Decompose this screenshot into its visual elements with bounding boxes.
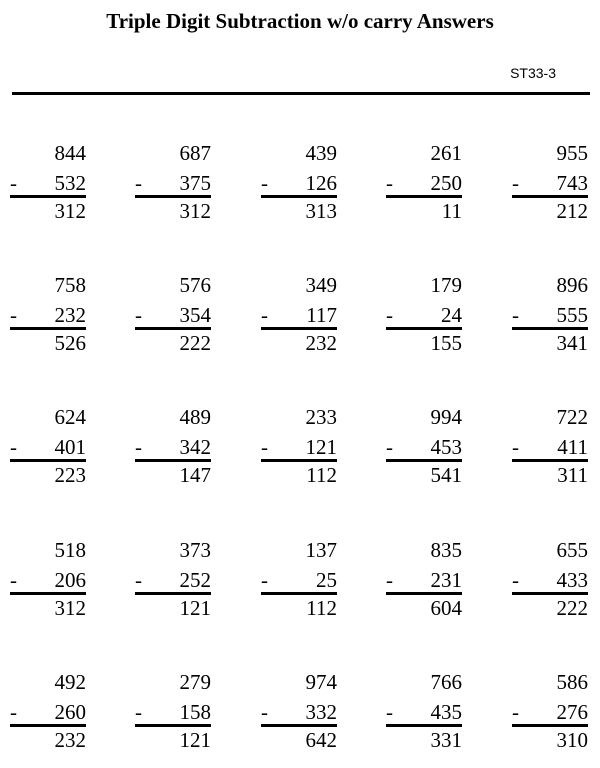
subtraction-problem: [261, 142, 337, 222]
subtraction-problem: [10, 539, 86, 619]
minuend: 373: [179, 538, 211, 562]
answer-rule: [261, 592, 337, 595]
subtraction-problem: [386, 539, 462, 619]
subtrahend: 332: [305, 700, 337, 724]
answer: 222: [179, 331, 211, 355]
minus-sign: -: [386, 435, 393, 459]
subtrahend: 252: [179, 568, 211, 592]
answer-rule: [386, 459, 462, 462]
answer: 222: [556, 596, 588, 620]
subtraction-problem: [10, 142, 86, 222]
minuend: 687: [179, 141, 211, 165]
answer: 121: [179, 728, 211, 752]
answer-rule: [386, 327, 462, 330]
answer-rule: [135, 459, 211, 462]
answer: 642: [305, 728, 337, 752]
answer-rule: [386, 592, 462, 595]
minuend: 576: [179, 273, 211, 297]
minus-sign: -: [261, 303, 268, 327]
minus-sign: -: [512, 303, 519, 327]
subtrahend: 433: [556, 568, 588, 592]
subtrahend: 435: [430, 700, 462, 724]
answer-rule: [261, 327, 337, 330]
minuend: 137: [305, 538, 337, 562]
minus-sign: -: [10, 568, 17, 592]
subtrahend: 206: [54, 568, 86, 592]
answer-rule: [135, 195, 211, 198]
answer: 212: [556, 199, 588, 223]
minus-sign: -: [261, 171, 268, 195]
minus-sign: -: [261, 435, 268, 459]
minus-sign: -: [512, 171, 519, 195]
worksheet-title: Triple Digit Subtraction w/o carry Answers: [106, 9, 494, 33]
minuend: 955: [556, 141, 588, 165]
minuend: 766: [430, 670, 462, 694]
subtraction-problem: [512, 274, 588, 354]
answer-rule: [512, 195, 588, 198]
answer-rule: [512, 459, 588, 462]
subtraction-problem: [261, 274, 337, 354]
answer-rule: [512, 724, 588, 727]
subtraction-problem: [512, 671, 588, 751]
minus-sign: -: [10, 435, 17, 459]
subtrahend: 342: [179, 435, 211, 459]
subtraction-problem: [512, 142, 588, 222]
minus-sign: -: [135, 700, 142, 724]
subtrahend: 375: [179, 171, 211, 195]
subtrahend: 260: [54, 700, 86, 724]
subtraction-problem: [386, 274, 462, 354]
minuend: 994: [430, 405, 462, 429]
subtraction-problem: [386, 406, 462, 486]
answer: 147: [179, 463, 211, 487]
minus-sign: -: [512, 568, 519, 592]
subtrahend: 354: [179, 303, 211, 327]
answer: 313: [305, 199, 337, 223]
subtrahend: 24: [441, 303, 462, 327]
minus-sign: -: [386, 171, 393, 195]
subtraction-problem: [135, 142, 211, 222]
subtraction-problem: [10, 274, 86, 354]
subtraction-problem: [261, 539, 337, 619]
minuend: 835: [430, 538, 462, 562]
minus-sign: -: [135, 435, 142, 459]
answer-rule: [261, 459, 337, 462]
minuend: 974: [305, 670, 337, 694]
subtrahend: 158: [179, 700, 211, 724]
answer: 155: [430, 331, 462, 355]
answer: 121: [179, 596, 211, 620]
answer-rule: [135, 724, 211, 727]
answer-rule: [10, 592, 86, 595]
subtraction-problem: [386, 671, 462, 751]
subtrahend: 453: [430, 435, 462, 459]
answer: 310: [556, 728, 588, 752]
subtraction-problem: [10, 671, 86, 751]
minuend: 722: [556, 405, 588, 429]
minuend: 758: [54, 273, 86, 297]
answer: 223: [54, 463, 86, 487]
subtraction-problem: [135, 274, 211, 354]
answer: 311: [557, 463, 588, 487]
worksheet-code: ST33-3: [510, 65, 556, 81]
subtraction-problem: [261, 671, 337, 751]
answer-rule: [10, 724, 86, 727]
answer-rule: [512, 327, 588, 330]
minus-sign: -: [135, 303, 142, 327]
answer-rule: [386, 724, 462, 727]
answer-rule: [10, 327, 86, 330]
answer: 341: [556, 331, 588, 355]
answer-rule: [135, 327, 211, 330]
answer: 526: [54, 331, 86, 355]
minuend: 518: [54, 538, 86, 562]
answer: 112: [306, 596, 337, 620]
minuend: 844: [54, 141, 86, 165]
subtrahend: 555: [556, 303, 588, 327]
subtrahend: 276: [556, 700, 588, 724]
subtrahend: 743: [556, 171, 588, 195]
answer-rule: [10, 459, 86, 462]
answer: 604: [430, 596, 462, 620]
subtraction-problem: [261, 406, 337, 486]
subtraction-problem: [386, 142, 462, 222]
minuend: 349: [305, 273, 337, 297]
minus-sign: -: [261, 568, 268, 592]
minus-sign: -: [10, 303, 17, 327]
answer: 312: [179, 199, 211, 223]
minuend: 624: [54, 405, 86, 429]
minuend: 261: [430, 141, 462, 165]
minuend: 179: [430, 273, 462, 297]
subtraction-problem: [135, 406, 211, 486]
subtrahend: 250: [430, 171, 462, 195]
answer: 312: [54, 199, 86, 223]
subtrahend: 25: [316, 568, 337, 592]
minus-sign: -: [10, 700, 17, 724]
answer: 232: [54, 728, 86, 752]
minus-sign: -: [135, 171, 142, 195]
minus-sign: -: [135, 568, 142, 592]
minuend: 492: [54, 670, 86, 694]
answer-rule: [135, 592, 211, 595]
minuend: 586: [556, 670, 588, 694]
minus-sign: -: [512, 700, 519, 724]
subtrahend: 126: [305, 171, 337, 195]
subtrahend: 121: [305, 435, 337, 459]
subtraction-problem: [512, 539, 588, 619]
answer-rule: [10, 195, 86, 198]
minuend: 896: [556, 273, 588, 297]
minuend: 233: [305, 405, 337, 429]
subtrahend: 117: [306, 303, 337, 327]
answer: 11: [441, 199, 462, 223]
subtraction-problem: [135, 671, 211, 751]
minuend: 439: [305, 141, 337, 165]
minus-sign: -: [512, 435, 519, 459]
subtrahend: 532: [54, 171, 86, 195]
minus-sign: -: [386, 700, 393, 724]
answer: 232: [305, 331, 337, 355]
subtraction-problem: [512, 406, 588, 486]
answer-rule: [512, 592, 588, 595]
subtrahend: 411: [557, 435, 588, 459]
subtrahend: 231: [430, 568, 462, 592]
minuend: 279: [179, 670, 211, 694]
subtraction-problem: [10, 406, 86, 486]
answer-rule: [386, 195, 462, 198]
subtrahend: 232: [54, 303, 86, 327]
minus-sign: -: [386, 568, 393, 592]
minuend: 489: [179, 405, 211, 429]
answer: 112: [306, 463, 337, 487]
minus-sign: -: [10, 171, 17, 195]
answer-rule: [261, 724, 337, 727]
answer: 541: [430, 463, 462, 487]
answer: 312: [54, 596, 86, 620]
subtrahend: 401: [54, 435, 86, 459]
minus-sign: -: [386, 303, 393, 327]
subtraction-problem: [135, 539, 211, 619]
minus-sign: -: [261, 700, 268, 724]
answer: 331: [430, 728, 462, 752]
answer-rule: [261, 195, 337, 198]
minuend: 655: [556, 538, 588, 562]
